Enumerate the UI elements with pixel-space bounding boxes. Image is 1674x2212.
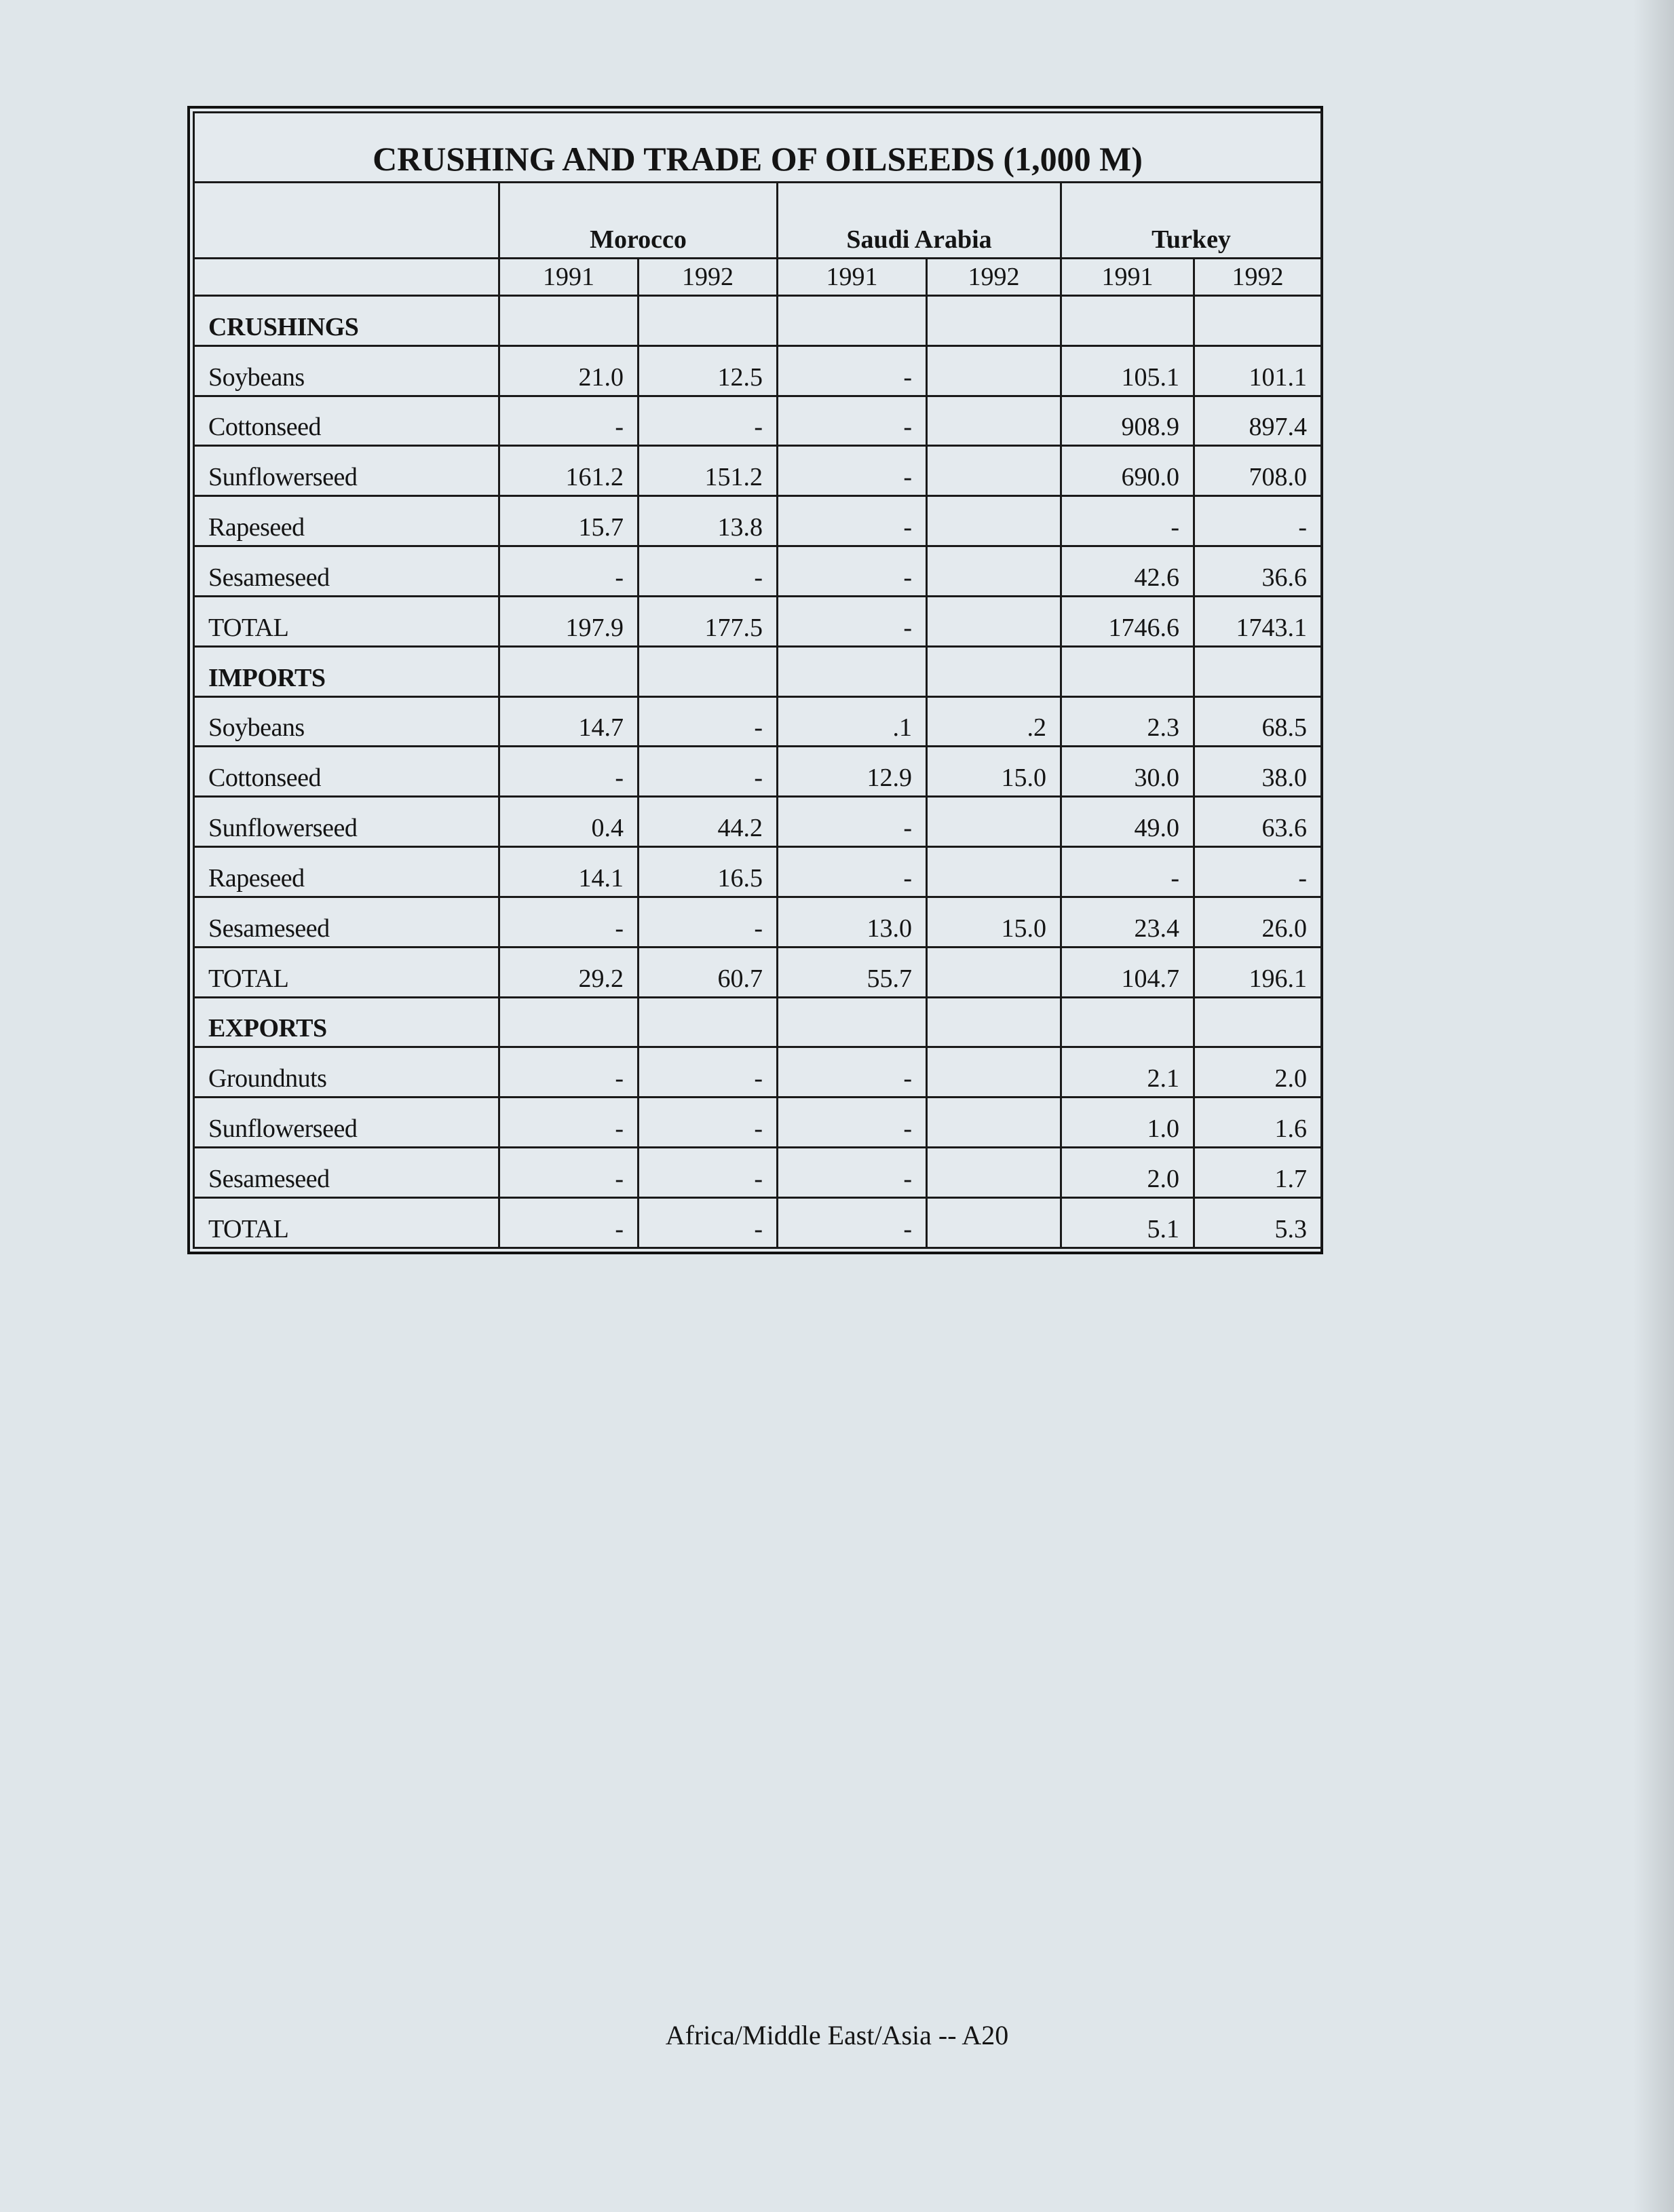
value-cell: 13.0 xyxy=(778,897,927,947)
value-cell: 15.7 xyxy=(499,496,639,546)
value-cell xyxy=(927,797,1061,847)
section-row xyxy=(194,997,1322,1047)
empty-cell xyxy=(639,997,778,1047)
value-cell: - xyxy=(1194,847,1322,897)
row-label: TOTAL xyxy=(194,947,499,997)
value-cell: - xyxy=(499,1148,639,1198)
empty-cell xyxy=(927,646,1061,696)
year-header: 1991 xyxy=(499,259,639,296)
table-row xyxy=(194,1047,1322,1098)
value-cell: 49.0 xyxy=(1061,797,1194,847)
country-header-morocco: Morocco xyxy=(499,183,778,259)
table-row xyxy=(194,496,1322,546)
value-cell: 1743.1 xyxy=(1194,596,1322,646)
table-row xyxy=(194,747,1322,797)
section-row xyxy=(194,646,1322,696)
value-cell xyxy=(927,546,1061,597)
value-cell xyxy=(927,1148,1061,1198)
table-row xyxy=(194,1098,1322,1148)
value-cell: 708.0 xyxy=(1194,446,1322,496)
value-cell: - xyxy=(778,596,927,646)
value-cell: - xyxy=(499,546,639,597)
value-cell: 1.0 xyxy=(1061,1098,1194,1148)
value-cell: 0.4 xyxy=(499,797,639,847)
value-cell: - xyxy=(1061,496,1194,546)
value-cell: - xyxy=(639,396,778,446)
value-cell: 196.1 xyxy=(1194,947,1322,997)
section-heading: EXPORTS xyxy=(194,997,499,1047)
page-footer: Africa/Middle East/Asia -- A20 xyxy=(665,2020,1009,2050)
value-cell: - xyxy=(639,1047,778,1098)
value-cell: - xyxy=(639,1098,778,1148)
year-header: 1991 xyxy=(1061,259,1194,296)
value-cell: 13.8 xyxy=(639,496,778,546)
table-row xyxy=(194,546,1322,597)
empty-cell xyxy=(1194,296,1322,346)
value-cell: 63.6 xyxy=(1194,797,1322,847)
table-row xyxy=(194,345,1322,396)
value-cell: 30.0 xyxy=(1061,747,1194,797)
value-cell: 14.1 xyxy=(499,847,639,897)
empty-cell xyxy=(1061,997,1194,1047)
table-row xyxy=(194,596,1322,646)
year-header: 1992 xyxy=(639,259,778,296)
value-cell: - xyxy=(499,1197,639,1248)
value-cell: 2.0 xyxy=(1194,1047,1322,1098)
value-cell: - xyxy=(1194,496,1322,546)
value-cell: 1746.6 xyxy=(1061,596,1194,646)
row-label: Sunflowerseed xyxy=(194,1098,499,1148)
row-label: Cottonseed xyxy=(194,396,499,446)
table-row xyxy=(194,1148,1322,1198)
value-cell xyxy=(927,1098,1061,1148)
table-title: CRUSHING AND TRADE OF OILSEEDS (1,000 M) xyxy=(194,113,1322,183)
value-cell: 2.0 xyxy=(1061,1148,1194,1198)
row-label: TOTAL xyxy=(194,1197,499,1248)
value-cell xyxy=(927,496,1061,546)
value-cell: 101.1 xyxy=(1194,345,1322,396)
value-cell: - xyxy=(639,897,778,947)
value-cell: 105.1 xyxy=(1061,345,1194,396)
value-cell: - xyxy=(778,847,927,897)
empty-cell xyxy=(778,296,927,346)
value-cell: 15.0 xyxy=(927,747,1061,797)
empty-cell xyxy=(499,646,639,696)
year-header: 1992 xyxy=(1194,259,1322,296)
value-cell: - xyxy=(778,546,927,597)
value-cell: - xyxy=(778,446,927,496)
row-label: Soybeans xyxy=(194,696,499,747)
value-cell: .1 xyxy=(778,696,927,747)
empty-cell xyxy=(927,296,1061,346)
value-cell xyxy=(927,345,1061,396)
value-cell: - xyxy=(639,1148,778,1198)
row-label: Cottonseed xyxy=(194,747,499,797)
value-cell: 42.6 xyxy=(1061,546,1194,597)
value-cell: 104.7 xyxy=(1061,947,1194,997)
row-label: Sunflowerseed xyxy=(194,797,499,847)
value-cell xyxy=(927,847,1061,897)
value-cell: 38.0 xyxy=(1194,747,1322,797)
value-cell: - xyxy=(639,546,778,597)
value-cell: 12.9 xyxy=(778,747,927,797)
empty-cell xyxy=(1194,646,1322,696)
value-cell: 16.5 xyxy=(639,847,778,897)
year-header: 1991 xyxy=(778,259,927,296)
value-cell: 177.5 xyxy=(639,596,778,646)
empty-cell xyxy=(639,296,778,346)
row-label: TOTAL xyxy=(194,596,499,646)
empty-cell xyxy=(1061,646,1194,696)
value-cell: 55.7 xyxy=(778,947,927,997)
value-cell: 26.0 xyxy=(1194,897,1322,947)
value-cell: - xyxy=(639,696,778,747)
value-cell: 5.1 xyxy=(1061,1197,1194,1248)
value-cell: 15.0 xyxy=(927,897,1061,947)
value-cell: 161.2 xyxy=(499,446,639,496)
row-label: Sesameseed xyxy=(194,1148,499,1198)
empty-cell xyxy=(639,646,778,696)
empty-cell xyxy=(499,997,639,1047)
value-cell: 29.2 xyxy=(499,947,639,997)
value-cell: 68.5 xyxy=(1194,696,1322,747)
value-cell: - xyxy=(1061,847,1194,897)
value-cell: - xyxy=(499,396,639,446)
section-heading: CRUSHINGS xyxy=(194,296,499,346)
value-cell: 60.7 xyxy=(639,947,778,997)
value-cell: - xyxy=(639,747,778,797)
empty-cell xyxy=(499,296,639,346)
table-row xyxy=(194,1197,1322,1248)
country-header-turkey: Turkey xyxy=(1061,183,1322,259)
value-cell: 151.2 xyxy=(639,446,778,496)
year-header: 1992 xyxy=(927,259,1061,296)
value-cell: 197.9 xyxy=(499,596,639,646)
value-cell: - xyxy=(778,1047,927,1098)
value-cell xyxy=(927,1047,1061,1098)
value-cell: - xyxy=(499,747,639,797)
table-row xyxy=(194,797,1322,847)
value-cell: 1.6 xyxy=(1194,1098,1322,1148)
row-label: Sesameseed xyxy=(194,546,499,597)
value-cell: - xyxy=(778,797,927,847)
oilseeds-table-frame xyxy=(187,106,1323,1254)
value-cell: .2 xyxy=(927,696,1061,747)
row-label: Rapeseed xyxy=(194,496,499,546)
empty-cell xyxy=(1061,296,1194,346)
value-cell: 21.0 xyxy=(499,345,639,396)
value-cell xyxy=(927,446,1061,496)
row-label: Rapeseed xyxy=(194,847,499,897)
table-row xyxy=(194,396,1322,446)
value-cell: - xyxy=(778,396,927,446)
value-cell: 2.3 xyxy=(1061,696,1194,747)
section-heading: IMPORTS xyxy=(194,646,499,696)
header-blank-cell xyxy=(194,183,499,259)
value-cell: 12.5 xyxy=(639,345,778,396)
value-cell xyxy=(927,1197,1061,1248)
table-row xyxy=(194,947,1322,997)
value-cell: 908.9 xyxy=(1061,396,1194,446)
country-header-saudi-arabia: Saudi Arabia xyxy=(778,183,1061,259)
value-cell xyxy=(927,596,1061,646)
value-cell: 14.7 xyxy=(499,696,639,747)
value-cell: - xyxy=(778,496,927,546)
empty-cell xyxy=(1194,997,1322,1047)
value-cell: - xyxy=(778,345,927,396)
value-cell: - xyxy=(778,1197,927,1248)
table-row xyxy=(194,696,1322,747)
value-cell: - xyxy=(778,1148,927,1198)
table-row xyxy=(194,847,1322,897)
value-cell: 44.2 xyxy=(639,797,778,847)
row-label: Sesameseed xyxy=(194,897,499,947)
oilseeds-table xyxy=(193,111,1323,1249)
value-cell: 23.4 xyxy=(1061,897,1194,947)
section-row xyxy=(194,296,1322,346)
row-label: Sunflowerseed xyxy=(194,446,499,496)
value-cell: - xyxy=(499,897,639,947)
year-blank-cell xyxy=(194,259,499,296)
empty-cell xyxy=(778,997,927,1047)
value-cell: 690.0 xyxy=(1061,446,1194,496)
row-label: Soybeans xyxy=(194,345,499,396)
value-cell: 36.6 xyxy=(1194,546,1322,597)
table-row xyxy=(194,897,1322,947)
value-cell: - xyxy=(499,1098,639,1148)
table-row xyxy=(194,446,1322,496)
empty-cell xyxy=(778,646,927,696)
value-cell: 5.3 xyxy=(1194,1197,1322,1248)
value-cell: 1.7 xyxy=(1194,1148,1322,1198)
value-cell: - xyxy=(778,1098,927,1148)
value-cell: 2.1 xyxy=(1061,1047,1194,1098)
value-cell xyxy=(927,947,1061,997)
page-edge-shadow xyxy=(1633,0,1674,2212)
value-cell: - xyxy=(639,1197,778,1248)
empty-cell xyxy=(927,997,1061,1047)
value-cell: - xyxy=(499,1047,639,1098)
value-cell: 897.4 xyxy=(1194,396,1322,446)
value-cell xyxy=(927,396,1061,446)
row-label: Groundnuts xyxy=(194,1047,499,1098)
